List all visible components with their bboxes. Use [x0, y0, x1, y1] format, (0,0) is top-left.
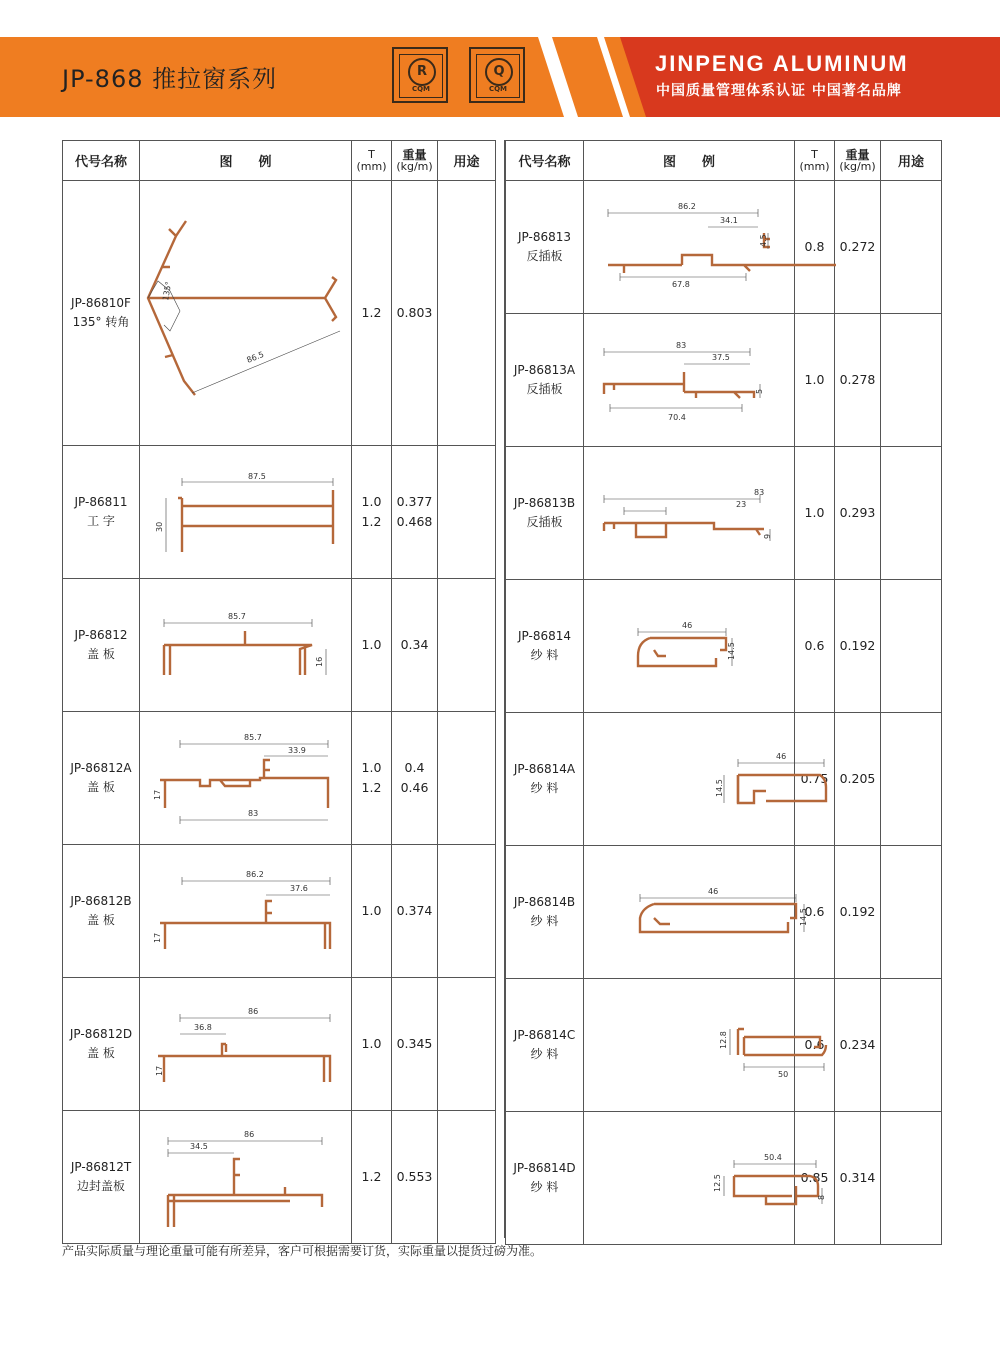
svg-text:16: 16: [315, 656, 324, 667]
table-row: [63, 579, 496, 712]
table-row: [63, 978, 496, 1111]
thickness-cell: 0.6: [795, 846, 835, 979]
profile-code-cell: JP-86813A 反插板: [506, 314, 584, 447]
usage-cell: [881, 1112, 942, 1245]
profile-drawing-86812T: [140, 1111, 351, 1243]
col-t: T (mm): [352, 141, 392, 181]
left-spec-table: [62, 140, 496, 1244]
weight-cell: 0.205: [835, 713, 881, 846]
profile-code-cell: JP-86814C 纱 料: [506, 979, 584, 1112]
weight-cell: 0.345: [392, 978, 438, 1111]
thickness-cell: 0.6: [795, 580, 835, 713]
profile-code-cell: JP-86814A 纱 料: [506, 713, 584, 846]
svg-text:86.2: 86.2: [246, 870, 264, 879]
table-row: [506, 846, 942, 979]
table-row: [63, 712, 496, 845]
col-t: T (mm): [795, 141, 835, 181]
usage-cell: [881, 314, 942, 447]
profile-drawing-86812A: [140, 712, 351, 844]
series-title: JP-868 推拉窗系列: [62, 65, 278, 93]
table-row: [506, 181, 942, 314]
thickness-cell: 1.0: [795, 447, 835, 580]
profile-drawing-86814: [584, 580, 794, 712]
col-usage: 用途: [438, 141, 496, 181]
col-code: 代号名称: [506, 141, 584, 181]
profile-drawing-cell: [584, 181, 795, 314]
svg-text:86: 86: [244, 1130, 255, 1139]
profile-drawing-86813A: [584, 314, 794, 446]
usage-cell: [881, 979, 942, 1112]
svg-text:46: 46: [708, 887, 719, 896]
svg-text:5: 5: [755, 388, 764, 394]
svg-text:14.5: 14.5: [727, 642, 736, 660]
svg-text:86: 86: [248, 1007, 259, 1016]
profile-drawing-86812B: [140, 845, 351, 977]
weight-cell: 0.293: [835, 447, 881, 580]
profile-drawing-cell: [140, 181, 352, 446]
cqm-r-logo: [392, 47, 448, 103]
svg-text:135°: 135°: [161, 280, 174, 302]
page-header: [0, 37, 1000, 117]
thickness-cell: 1.0: [352, 579, 392, 712]
svg-text:83: 83: [754, 488, 765, 497]
svg-text:87.5: 87.5: [248, 472, 266, 481]
profile-drawing-cell: [140, 978, 352, 1111]
profile-drawing-cell: [140, 712, 352, 845]
svg-text:4.5: 4.5: [759, 234, 768, 247]
cqm-r-text: CQM: [411, 85, 431, 93]
svg-text:36.8: 36.8: [194, 1023, 212, 1032]
profile-code-cell: JP-86812T 边封盖板: [63, 1111, 140, 1244]
thickness-cell: 0.6: [795, 979, 835, 1112]
usage-cell: [438, 181, 496, 446]
thickness-cell: 1.2: [352, 181, 392, 446]
table-divider: [495, 140, 505, 1238]
col-usage: 用途: [881, 141, 942, 181]
table-row: [506, 447, 942, 580]
profile-drawing-86812D: [140, 978, 351, 1110]
thickness-cell: 0.75: [795, 713, 835, 846]
table-row: [63, 181, 496, 446]
profile-drawing-86810F: [140, 181, 351, 445]
weight-cell: 0.272: [835, 181, 881, 314]
svg-text:17: 17: [155, 1065, 164, 1076]
profile-drawing-cell: [584, 580, 795, 713]
cqm-r-mark: R: [408, 58, 436, 86]
certification-line: 中国质量管理体系认证 中国著名品牌: [656, 83, 902, 99]
thickness-cell: 0.85: [795, 1112, 835, 1245]
brand-name: JINPENG ALUMINUM: [655, 51, 909, 76]
svg-text:67.8: 67.8: [672, 280, 690, 289]
usage-cell: [438, 712, 496, 845]
cqm-q-mark: Q: [485, 58, 513, 86]
profile-code-cell: JP-86814D 纱 料: [506, 1112, 584, 1245]
cqm-q-logo: [469, 47, 525, 103]
thickness-cell: 0.8: [795, 181, 835, 314]
usage-cell: [881, 447, 942, 580]
usage-cell: [881, 181, 942, 314]
svg-text:86.5: 86.5: [245, 349, 266, 365]
weight-cell: 0.234: [835, 979, 881, 1112]
svg-text:34.1: 34.1: [720, 216, 738, 225]
svg-text:12.8: 12.8: [719, 1031, 728, 1049]
svg-text:34.5: 34.5: [190, 1142, 208, 1151]
profile-drawing-cell: [584, 846, 808, 979]
profile-code-cell: JP-86813 反插板: [506, 181, 584, 314]
svg-text:86.2: 86.2: [678, 202, 696, 211]
usage-cell: [438, 579, 496, 712]
weight-cell: 0.34: [392, 579, 438, 712]
usage-cell: [438, 978, 496, 1111]
thickness-cell: 1.0: [795, 314, 835, 447]
usage-cell: [438, 1111, 496, 1244]
svg-text:50.4: 50.4: [764, 1153, 782, 1162]
table-row: [506, 979, 942, 1112]
weight-cell: 0.803: [392, 181, 438, 446]
thickness-cell: 1.0: [352, 978, 392, 1111]
col-weight: 重量 (kg/m): [392, 141, 438, 181]
profile-code-cell: JP-86812A 盖 板: [63, 712, 140, 845]
profile-drawing-cell: [140, 446, 352, 579]
svg-text:83: 83: [676, 341, 687, 350]
usage-cell: [881, 846, 942, 979]
profile-drawing-cell: [140, 845, 352, 978]
thickness-cell: 1.2: [352, 1111, 392, 1244]
svg-text:70.4: 70.4: [668, 413, 686, 422]
table-row: [506, 1112, 942, 1245]
svg-text:85.7: 85.7: [244, 733, 262, 742]
profile-code-cell: JP-86812B 盖 板: [63, 845, 140, 978]
profile-code-cell: JP-86814B 纱 料: [506, 846, 584, 979]
weight-cell: 0.377 0.468: [392, 446, 438, 579]
svg-text:23: 23: [736, 500, 747, 509]
weight-cell: 0.374: [392, 845, 438, 978]
profile-drawing-86814B: [584, 846, 808, 978]
weight-cell: 0.4 0.46: [392, 712, 438, 845]
svg-text:46: 46: [682, 621, 693, 630]
profile-drawing-86812: [140, 579, 351, 711]
table-row: [63, 446, 496, 579]
usage-cell: [438, 845, 496, 978]
weight-cell: 0.192: [835, 580, 881, 713]
weight-cell: 0.192: [835, 846, 881, 979]
svg-text:37.6: 37.6: [290, 884, 308, 893]
thickness-cell: 1.0 1.2: [352, 712, 392, 845]
profile-drawing-cell: [584, 314, 795, 447]
profile-drawing-cell: [584, 713, 795, 846]
table-header-row: [63, 141, 496, 181]
table-row: [63, 845, 496, 978]
weight-cell: 0.278: [835, 314, 881, 447]
profile-code-cell: JP-86810F 135° 转角: [63, 181, 140, 446]
cqm-q-text: CQM: [488, 85, 508, 93]
profile-code-cell: JP-86813B 反插板: [506, 447, 584, 580]
svg-text:33.9: 33.9: [288, 746, 306, 755]
profile-drawing-cell: [584, 979, 795, 1112]
usage-cell: [881, 713, 942, 846]
profile-drawing-86811: [140, 446, 351, 578]
usage-cell: [881, 580, 942, 713]
table-row: [506, 314, 942, 447]
col-figure: 图 例: [584, 141, 795, 181]
table-row: [506, 713, 942, 846]
svg-text:37.5: 37.5: [712, 353, 730, 362]
profile-code-cell: JP-86812D 盖 板: [63, 978, 140, 1111]
profile-drawing-86813: [584, 181, 794, 313]
table-header-row: [506, 141, 942, 181]
svg-text:30: 30: [155, 521, 164, 532]
weight-cell: 0.314: [835, 1112, 881, 1245]
weight-cell: 0.553: [392, 1111, 438, 1244]
svg-text:8: 8: [817, 1194, 826, 1200]
svg-text:17: 17: [153, 789, 162, 800]
footnote: 产品实际质量与理论重量可能有所差异，客户可根据需要订货，实际重量以提货过磅为准。: [62, 1244, 543, 1258]
usage-cell: [438, 446, 496, 579]
svg-text:14.5: 14.5: [799, 908, 808, 926]
profile-drawing-cell: [140, 579, 352, 712]
svg-text:50: 50: [778, 1070, 789, 1079]
svg-text:85.7: 85.7: [228, 612, 246, 621]
profile-drawing-86814A: [584, 713, 794, 845]
svg-text:12.5: 12.5: [713, 1174, 722, 1192]
profile-drawing-cell: [584, 447, 795, 580]
profile-code-cell: JP-86811 工 字: [63, 446, 140, 579]
thickness-cell: 1.0: [352, 845, 392, 978]
table-row: [506, 580, 942, 713]
col-figure: 图 例: [140, 141, 352, 181]
profile-code-cell: JP-86814 纱 料: [506, 580, 584, 713]
thickness-cell: 1.0 1.2: [352, 446, 392, 579]
svg-text:14.5: 14.5: [715, 779, 724, 797]
profile-drawing-86813B: [584, 447, 794, 579]
right-spec-table: [505, 140, 942, 1245]
table-row: [63, 1111, 496, 1244]
svg-text:83: 83: [248, 809, 259, 818]
svg-text:17: 17: [153, 932, 162, 943]
col-weight: 重量 (kg/m): [835, 141, 881, 181]
col-code: 代号名称: [63, 141, 140, 181]
profile-code-cell: JP-86812 盖 板: [63, 579, 140, 712]
profile-drawing-86814C: [584, 979, 794, 1111]
svg-text:9: 9: [763, 533, 772, 539]
profile-drawing-cell: [140, 1111, 352, 1244]
svg-text:46: 46: [776, 752, 787, 761]
